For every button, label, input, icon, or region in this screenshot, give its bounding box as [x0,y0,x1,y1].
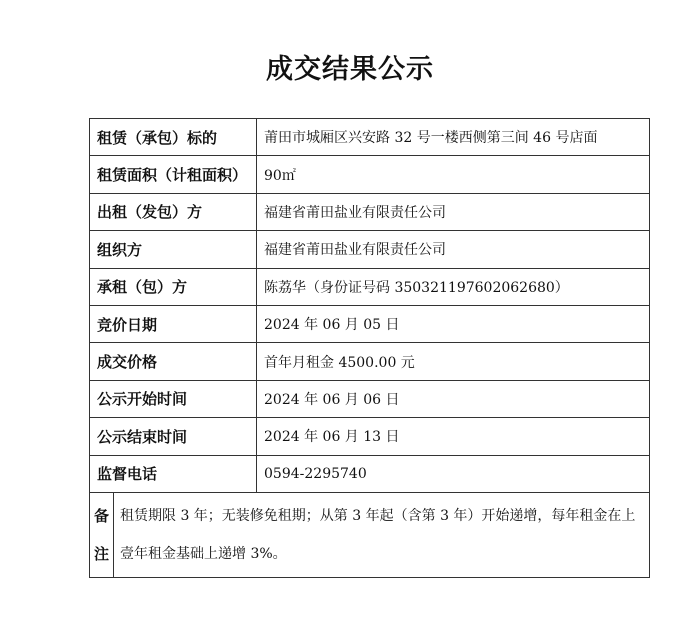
row-value-subject: 莆田市城厢区兴安路 32 号一楼西侧第三间 46 号店面 [257,119,650,156]
table-row [90,231,650,268]
remarks-label [90,492,114,577]
table-row [90,343,650,380]
row-value-lessor: 福建省莆田盐业有限责任公司 [257,193,650,230]
table-row [90,455,650,492]
table-row [90,193,650,230]
remarks-label-char-2: 注 [93,544,109,563]
table-row [90,156,650,193]
row-value-organizer: 福建省莆田盐业有限责任公司 [257,231,650,268]
row-label-notice-start: 公示开始时间 [90,380,257,417]
row-label-notice-end: 公示结束时间 [90,418,257,455]
row-label-area: 租赁面积（计租面积） [90,156,257,193]
table-row [90,305,650,342]
row-value-bid-date: 2024 年 06 月 05 日 [257,305,650,342]
row-value-price: 首年月租金 4500.00 元 [257,343,650,380]
table-row [90,268,650,305]
table-row [90,380,650,417]
transaction-result-table [89,118,650,578]
row-value-hotline: 0594-2295740 [257,455,650,492]
table-row [90,119,650,156]
remarks-text: 租赁期限 3 年；无装修免租期；从第 3 年起（含第 3 年）开始递增，每年租金在上壹年租金基础上递增 3%。 [114,492,650,577]
row-label-subject: 租赁（承包）标的 [90,119,257,156]
row-label-price: 成交价格 [90,343,257,380]
row-value-lessee: 陈荔华（身份证号码 350321197602062680） [257,268,650,305]
remarks-row [90,492,650,577]
row-label-lessor: 出租（发包）方 [90,193,257,230]
row-value-notice-start: 2024 年 06 月 06 日 [257,380,650,417]
row-label-lessee: 承租（包）方 [90,268,257,305]
row-value-area: 90㎡ [257,156,650,193]
table-row [90,418,650,455]
row-label-organizer: 组织方 [90,231,257,268]
row-value-notice-end: 2024 年 06 月 13 日 [257,418,650,455]
row-label-hotline: 监督电话 [90,455,257,492]
page-title: 成交结果公示 [266,54,434,85]
row-label-bid-date: 竞价日期 [90,305,257,342]
remarks-label-char-1: 备 [93,506,109,525]
